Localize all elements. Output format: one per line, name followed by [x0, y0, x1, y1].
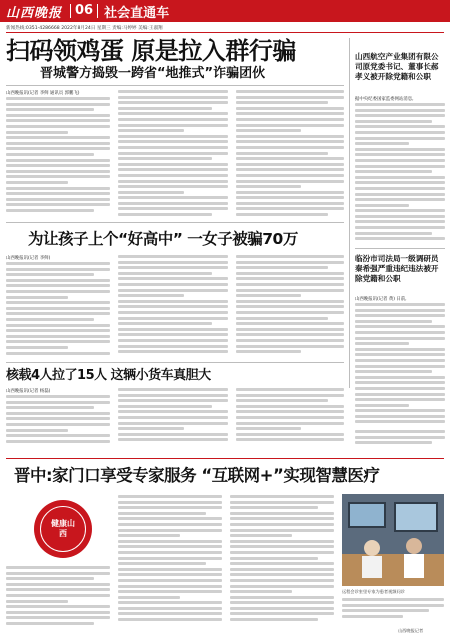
linfen-body-tail: [355, 430, 445, 455]
section-title: 社会直通车: [104, 5, 170, 21]
photo-caption: 远程会诊室里专家为患者视频问诊: [342, 589, 405, 594]
seal-text: 健康山西: [51, 519, 75, 538]
medical-col-1: [6, 566, 110, 634]
medical-col-3: [230, 495, 334, 634]
truck-headline: 核载4人拉了15人 这辆小货车真胆大: [6, 368, 211, 383]
truck-col-3: [236, 388, 344, 450]
linfen-lead: 山西晚报讯(记者 黄) 日前,: [355, 297, 407, 302]
scam-subhead: 晋城警方捣毁一跨省“地推式”诈骗团伙: [40, 66, 266, 81]
truck-lead: 山西晚报讯(记者 杨磊): [6, 389, 51, 394]
scam-col-3: [236, 90, 344, 217]
medical-rule: [6, 458, 444, 459]
photo-illustration: [342, 494, 444, 586]
school-col-3: [236, 255, 344, 357]
party-sec-lead: 据中央纪委国家监委网站消息,: [355, 97, 414, 102]
dateline: 新闻热线:0351-4286668 2022年8月24日 星期三 责编:马婷婷 美编:王淑翔: [6, 26, 163, 31]
scam-headline: 扫码领鸡蛋 原是拉入群行骗: [6, 37, 296, 65]
medical-byline: 山西晚报记者: [398, 628, 424, 633]
school-rule: [6, 222, 344, 223]
page-number: 06: [70, 4, 98, 18]
masthead-bar: [0, 0, 450, 22]
party-sec-body: [355, 103, 445, 243]
masthead-rule: [6, 32, 444, 33]
scam-rule: [6, 85, 344, 86]
medical-headline: 晋中:家门口享受专家服务 “互联网+”实现智慧医疗: [14, 466, 380, 485]
medical-col-2: [118, 495, 222, 634]
scam-col-2: [118, 90, 228, 217]
scam-lead: 山西晚报讯(记者 李鲜 通讯员 郭鹏飞): [6, 91, 80, 96]
hospital-photo-icon: [342, 494, 444, 586]
truck-col-1: [6, 395, 110, 450]
medical-seal-icon: [34, 500, 92, 558]
school-col-2: [118, 255, 228, 357]
linfen-body: [355, 303, 445, 423]
truck-col-2: [118, 388, 228, 450]
party-sec-headline: 山西航空产业集团有限公司原党委书记、董事长郝孝义被开除党籍和公职: [355, 52, 439, 81]
truck-rule: [6, 362, 344, 363]
linfen-rule: [355, 248, 445, 249]
school-headline: 为让孩子上个“好高中” 一女子被骗70万: [28, 230, 298, 248]
column-divider: [349, 38, 350, 388]
medical-col-4: [342, 598, 444, 628]
linfen-headline: 临汾市司法局一级调研员秦希强严重违纪违法被开除党籍和公职: [355, 254, 439, 283]
school-col-1: [6, 262, 110, 357]
newspaper-logo: 山西晚报: [6, 5, 63, 21]
scam-col-1: [6, 97, 110, 217]
school-lead: 山西晚报讯(记者 李鲜): [6, 256, 51, 261]
